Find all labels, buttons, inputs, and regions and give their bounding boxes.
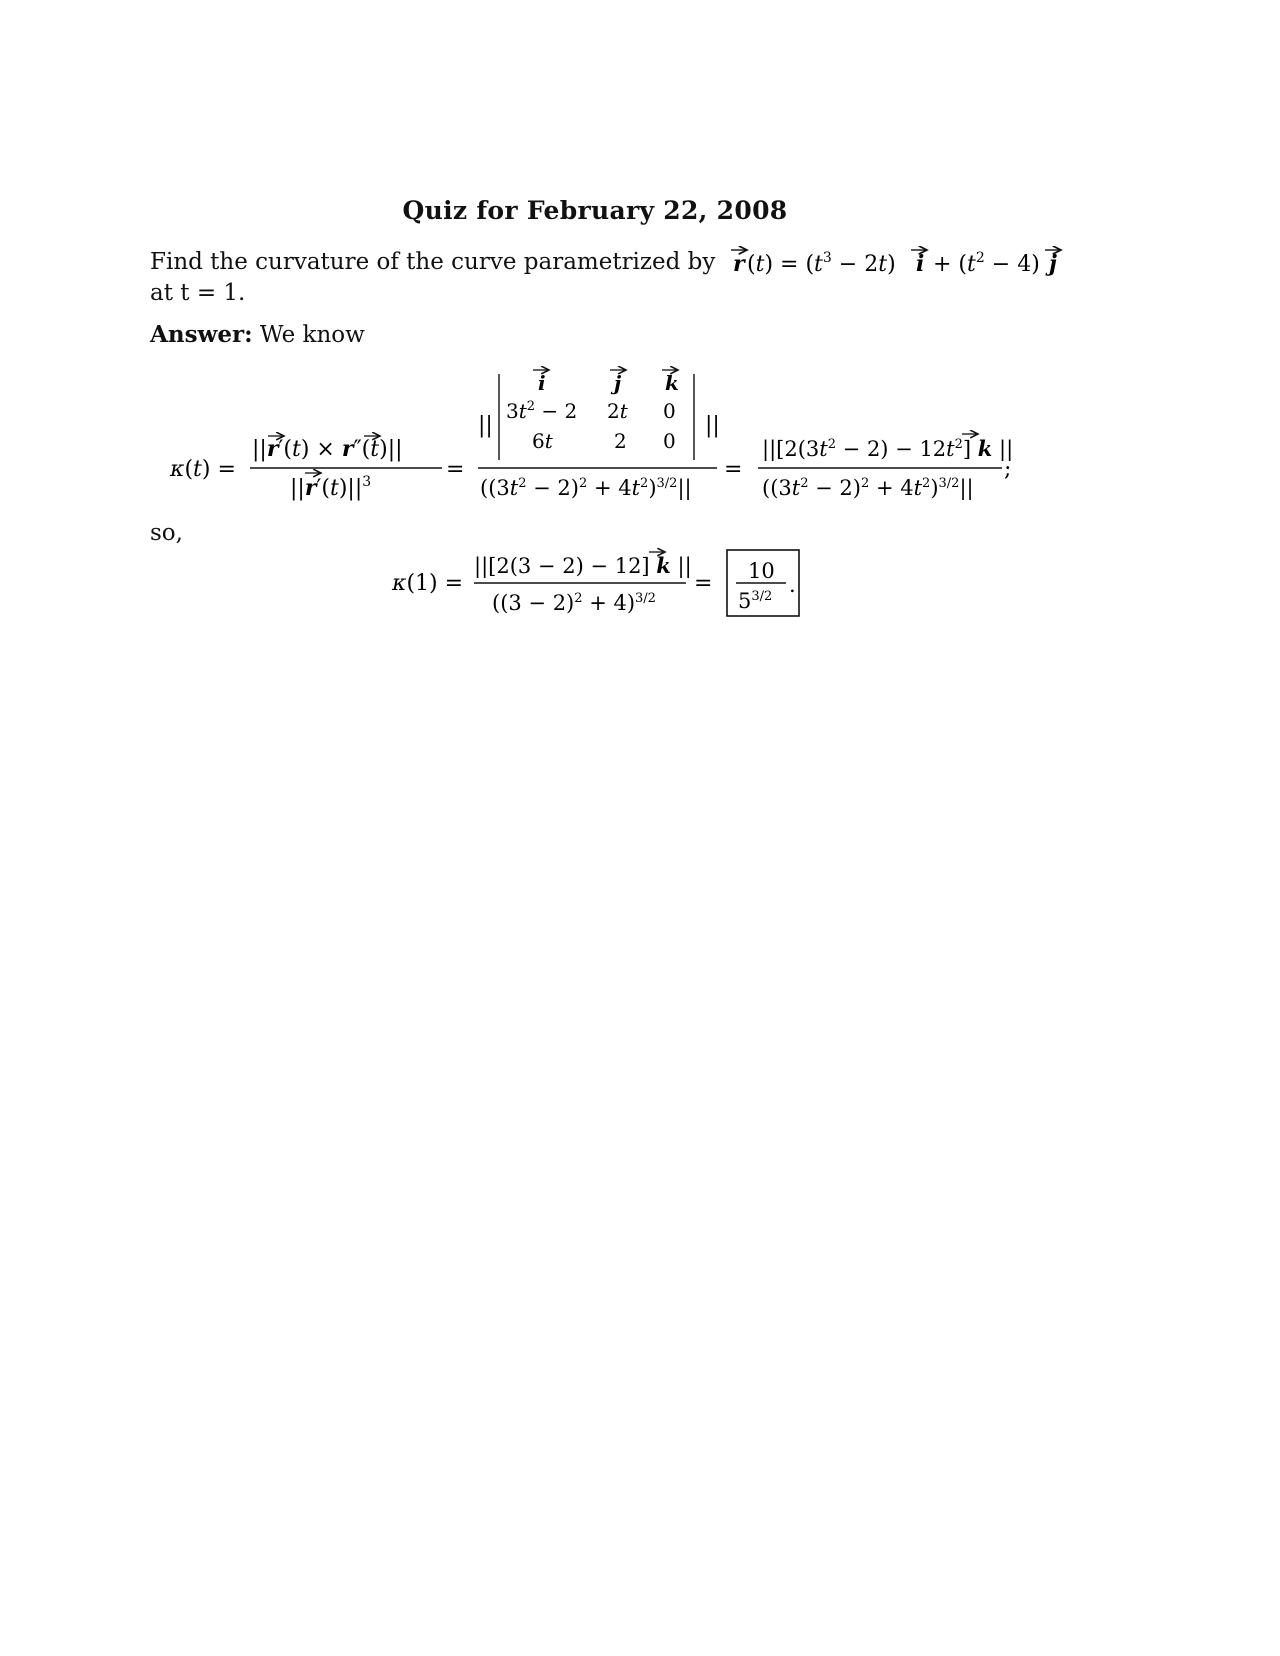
kappa-1-lhs: κ(1) = bbox=[392, 571, 464, 596]
svg-text:||[2(3 − 2) − 12] k ||: ||[2(3 − 2) − 12] k || bbox=[474, 553, 692, 578]
problem-formula bbox=[723, 244, 1073, 278]
svg-text:0: 0 bbox=[663, 429, 676, 453]
svg-text:0: 0 bbox=[663, 399, 676, 423]
fraction-1 bbox=[250, 436, 442, 501]
answer-label: Answer: bbox=[150, 321, 253, 348]
svg-text:2t: 2t bbox=[607, 399, 628, 423]
svg-text:||: || bbox=[478, 413, 493, 438]
svg-text:r: r bbox=[732, 251, 745, 277]
svg-text:i: i bbox=[915, 251, 925, 277]
svg-text:3t2 − 2: $3t^2 - 2$ bbox=[506, 399, 578, 423]
svg-text:i: i bbox=[538, 371, 546, 395]
svg-text:((3t2 − 2)2 + 4t2)3/2||: $((3t^2 - 2)^2 + 4t^2)^{3/2}||$ bbox=[480, 476, 692, 500]
svg-text:((3 − 2)2 + 4)3/2: $((3 - 2)^2 + 4)^{3/2}$ bbox=[492, 591, 656, 615]
problem-statement bbox=[150, 244, 1073, 309]
fraction-2-determinant bbox=[478, 370, 720, 501]
fraction-3 bbox=[758, 434, 1013, 501]
svg-text:10: 10 bbox=[748, 559, 775, 583]
svg-text:.: . bbox=[789, 573, 796, 597]
svg-text:k: k bbox=[665, 371, 679, 395]
svg-text:||[2(3t2 − 2) − 12t2] k ||: $||[2(3t^2 - 2) - 12t^2]$ k || bbox=[762, 436, 1014, 461]
svg-text:+ (t2 − 4): + $(t^2 - 4)$ bbox=[932, 250, 1040, 277]
svg-text:=: = bbox=[724, 457, 743, 482]
svg-text:j: j bbox=[1048, 251, 1057, 277]
fraction-kappa-1 bbox=[474, 552, 692, 615]
problem-line-2: at t = 1. bbox=[150, 280, 246, 306]
page-title: Quiz for February 22, 2008 bbox=[402, 196, 788, 225]
svg-text:||r′(t)||3: $||r'(t)||^3$ bbox=[290, 474, 372, 501]
svg-text:=: = bbox=[446, 457, 465, 482]
svg-text:j: j bbox=[614, 371, 622, 395]
svg-text:;: ; bbox=[1004, 457, 1012, 482]
svg-text:||r′(t) × r″(t)||: ||r′(t) × r″(t)|| bbox=[252, 436, 403, 462]
svg-text:((3t2 − 2)2 + 4t2)3/2||: $((3t^2 - 2)^2 + 4t^2)^{3/2}||$ bbox=[762, 476, 974, 500]
svg-text:=: = bbox=[694, 571, 713, 596]
svg-text:(t) = (t3 − 2t): $(t) = (t^3 - 2t)$ bbox=[746, 250, 896, 277]
boxed-result bbox=[727, 550, 799, 616]
so-text: so, bbox=[150, 520, 183, 546]
svg-text:6t: 6t bbox=[532, 429, 553, 453]
problem-line-1 bbox=[150, 244, 1073, 278]
curvature-at-1-equation bbox=[0, 540, 1280, 620]
problem-text: Find the curvature of the curve parametrized by bbox=[150, 249, 716, 275]
svg-text:2: 2 bbox=[614, 429, 627, 453]
answer-line bbox=[150, 321, 365, 348]
answer-text: We know bbox=[259, 322, 365, 348]
svg-text:53/2: $5^{3/2}$ bbox=[738, 589, 773, 613]
kappa-t-lhs: κ(t) = bbox=[170, 457, 236, 482]
curvature-equation bbox=[0, 360, 1280, 510]
svg-text:||: || bbox=[705, 413, 720, 438]
